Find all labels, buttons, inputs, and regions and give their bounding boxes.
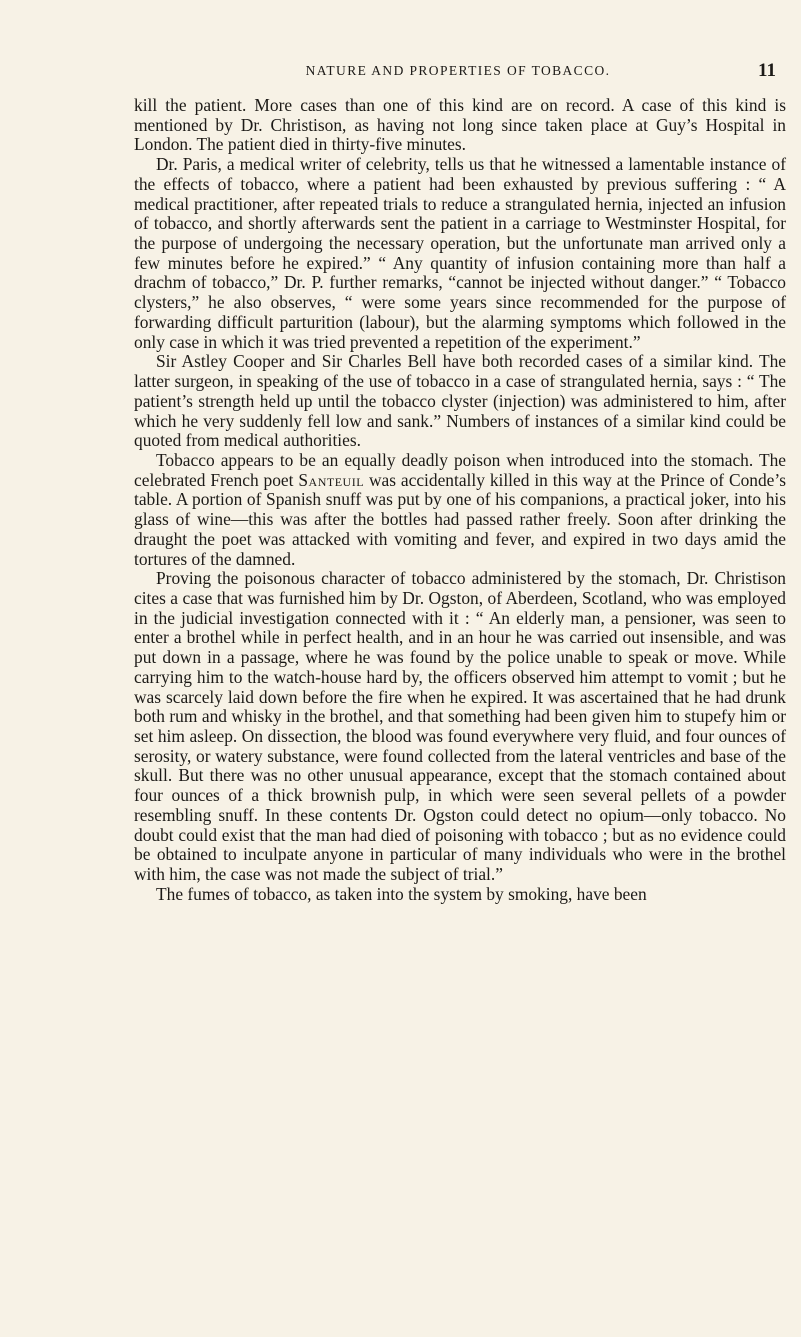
paragraph-text: Tobacco appears to be an equally deadly poison when introduced into the stomach. The celebrated French poet <box>134 449 786 490</box>
paragraph: kill the patient. More cases than one of this kind are on record. A case of this kind is mentioned by Dr. Christison, as having not long since taken place at Guy’s Hospital in London. The patient died in thirty-five minutes. <box>134 95 786 155</box>
running-header <box>140 60 776 82</box>
running-title: NATURE AND PROPERTIES OF TOBACCO. <box>305 63 611 78</box>
paragraph: Dr. Paris, a medical writer of celebrity, tells us that he witnessed a lamentable instance of the effects of tobacco, where a patient had been exhausted by previous suffering : “ A medical practitioner, after repeated trials to reduce a strangulated hernia, injected an infusion of tobacco, and shortly afterwards sent the patient in a carriage to Westminster Hospital, for the purpose of undergoing the necessary operation, but the unfortunate man arrived only a few minutes before he expired.” “ Any quantity of infusion containing more than half a drachm of tobacco,” Dr. P. further remarks, “cannot be injected without danger.” “ Tobacco clysters,” he also observes, “ were some years since recommended for the purpose of forwarding difficult parturition (labour), but the alarming symptoms which followed in the only case in which it was tried prevented a repetition of the experiment.” <box>134 154 786 352</box>
poet-name: Santeuil <box>298 469 365 490</box>
paragraph <box>134 451 786 569</box>
paragraph: Proving the poisonous character of tobacco administered by the stomach, Dr. Christison cites a case that was furnished him by Dr. Ogston, of Aberdeen, Scotland, who was employed in the judicial investigation connected with it : “ An elderly man, a pensioner, was seen to enter a brothel while in perfect health, and in an hour he was carried out insensible, and was put down in a passage, where he was found by the police unable to speak or move. While carrying him to the watch-house hard by, the officers observed him attempt to vomit ; but he was scarcely laid down before the fire when he expired. It was ascertained that he had drunk both rum and whisky in the brothel, and that something had been given him to stupefy him or set him asleep. On dissection, the blood was found everywhere very fluid, and four ounces of serosity, or watery substance, were found collected from the lateral ventricles and base of the skull. But there was no other unusual appearance, except that the stomach contained about four ounces of a thick brownish pulp, in which were seen several pellets of a powder resembling snuff. In these contents Dr. Ogston could detect no opium—only tobacco. No doubt could exist that the man had died of poisoning with tobacco ; but as no evidence could be obtained to inculpate anyone in particular of many individuals who were in the brothel with him, the case was not made the subject of trial.” <box>134 568 786 885</box>
paragraph: The fumes of tobacco, as taken into the system by smoking, have been <box>156 883 647 904</box>
paragraph: Sir Astley Cooper and Sir Charles Bell have both recorded cases of a similar kind. The latter surgeon, in speaking of the use of tobacco in a case of strangulated hernia, says : “ The patient’s strength held up until the tobacco clyster (injection) was administered to him, after which he very suddenly fell low and sank.” Numbers of instances of a similar kind could be quoted from medical authorities. <box>134 351 786 451</box>
page-number: 11 <box>758 60 776 81</box>
body-text <box>134 96 786 904</box>
paragraph-text: was accidentally killed in this way at the Prince of Conde’s table. A portion of Spanish snuff was put by one of his companions, a practical joker, into his glass of wine—this was after the bottles had passed rather freely. Soon after drinking the draught the poet was attacked with vomiting and fever, and expired in two days amid the tortures of the damned. <box>134 469 786 569</box>
